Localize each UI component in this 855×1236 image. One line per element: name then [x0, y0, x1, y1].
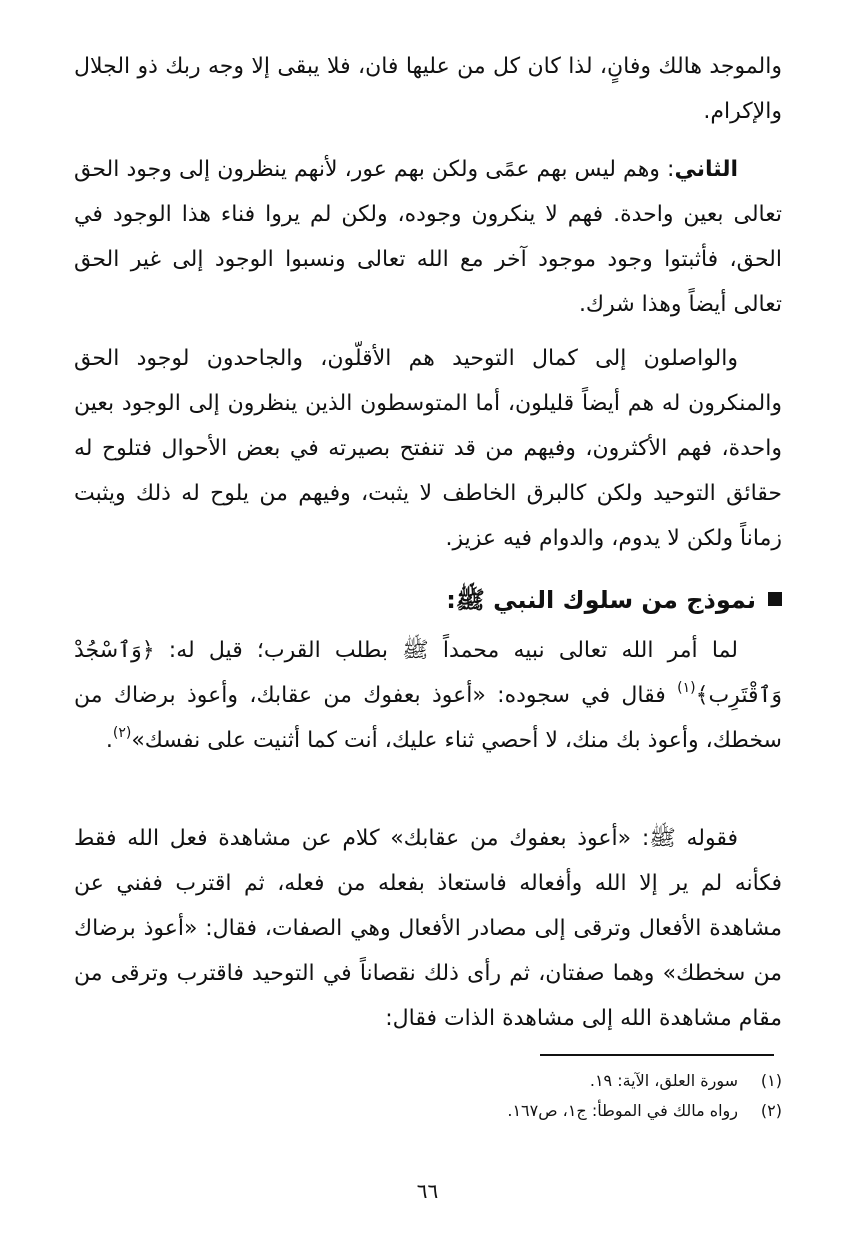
- footnote-number: (١): [760, 1071, 782, 1090]
- paragraph-intro-text: والموجد هالك وفانٍ، لذا كان كل من عليها فان، فلا يبقى إلا وجه ربك ذو الجلال والإكرام.: [74, 54, 782, 124]
- paragraph-prophet: [74, 628, 782, 763]
- paragraph-second-text: : وهم ليس بهم عمًى ولكن بهم عور، لأنهم ينظرون إلى وجود الحق تعالى بعين واحدة. فهم لا ينكرون وجوده، ولكن لم يروا فناء هذا الوجود في الحق، فأثبتوا وجود موجود آخر مع الله تعالى ونسبوا الوجود إلى غير الحق تعالى أيضاً وهذا شرك.: [74, 157, 782, 317]
- section-heading: [74, 580, 782, 620]
- paragraph-prophet-part1: لما أمر الله تعالى نبيه محمداً ﷺ بطلب القرب؛ قيل له: ﴿وَٱسْجُدْ وَٱقْتَرِب﴾: [74, 638, 782, 708]
- square-bullet-icon: [768, 592, 782, 606]
- footnotes: [74, 1066, 782, 1126]
- footnote-item: [74, 1096, 782, 1126]
- page-number: ٦٦: [416, 1179, 439, 1203]
- footnote-ref-1[interactable]: (١): [677, 680, 696, 696]
- paragraph-second: [74, 147, 782, 327]
- paragraph-third-text: والواصلون إلى كمال التوحيد هم الأقلّون، والجاحدون لوجود الحق والمنكرون له هم أيضاً قليلون، أما المتوسطون الذين ينظرون إلى الوجود بعين واحدة، فهم الأكثرون، وفيهم من قد تنفتح بصيرته في بعض الأحوال فتلوح له حقائق التوحيد ولكن كالبرق الخاطف لا يثبت، وفيهم من يلوح له ذلك ويثبت زماناً ولكن لا يدوم، والدوام فيه عزيز.: [74, 346, 782, 551]
- footnote-text: رواه مالك في الموطأ: ج١، ص١٦٧.: [507, 1101, 738, 1120]
- paragraph-intro: [74, 44, 782, 134]
- footnote-text: سورة العلق، الآية: ١٩.: [589, 1071, 738, 1090]
- footnote-number: (٢): [760, 1101, 782, 1120]
- paragraph-prophet-part2: فقال في سجوده: «أعوذ بعفوك من عقابك، وأعوذ برضاك من سخطك، وأعوذ بك منك، لا أحصي ثناء عليك، أنت كما أثنيت على نفسك»: [74, 683, 782, 753]
- paragraph-third: [74, 336, 782, 561]
- paragraph-second-lead-word: الثاني: [674, 157, 738, 182]
- section-heading-text: نموذج من سلوك النبي ﷺ:: [446, 586, 756, 614]
- footnote-item: [74, 1066, 782, 1096]
- footnote-ref-2[interactable]: (٢): [112, 725, 132, 741]
- paragraph-explanation: [74, 816, 782, 1041]
- paragraph-explanation-text: فقوله ﷺ: «أعوذ بعفوك من عقابك» كلام عن مشاهدة فعل الله فقط فكأنه لم ير إلا الله وأفعاله فاستعاذ بفعله من فعله، ثم اقترب ففني عن مشاهدة الأفعال وترقى إلى مصادر الأفعال وهي الصفات، فقال: «أعوذ برضاك من سخطك» وهما صفتان، ثم رأى ذلك نقصاناً في التوحيد فاقترب وترقى من مقام مشاهدة الله إلى مشاهدة الذات فقال:: [74, 826, 782, 1031]
- paragraph-prophet-part3: .: [105, 728, 113, 753]
- footnote-divider: [540, 1054, 774, 1056]
